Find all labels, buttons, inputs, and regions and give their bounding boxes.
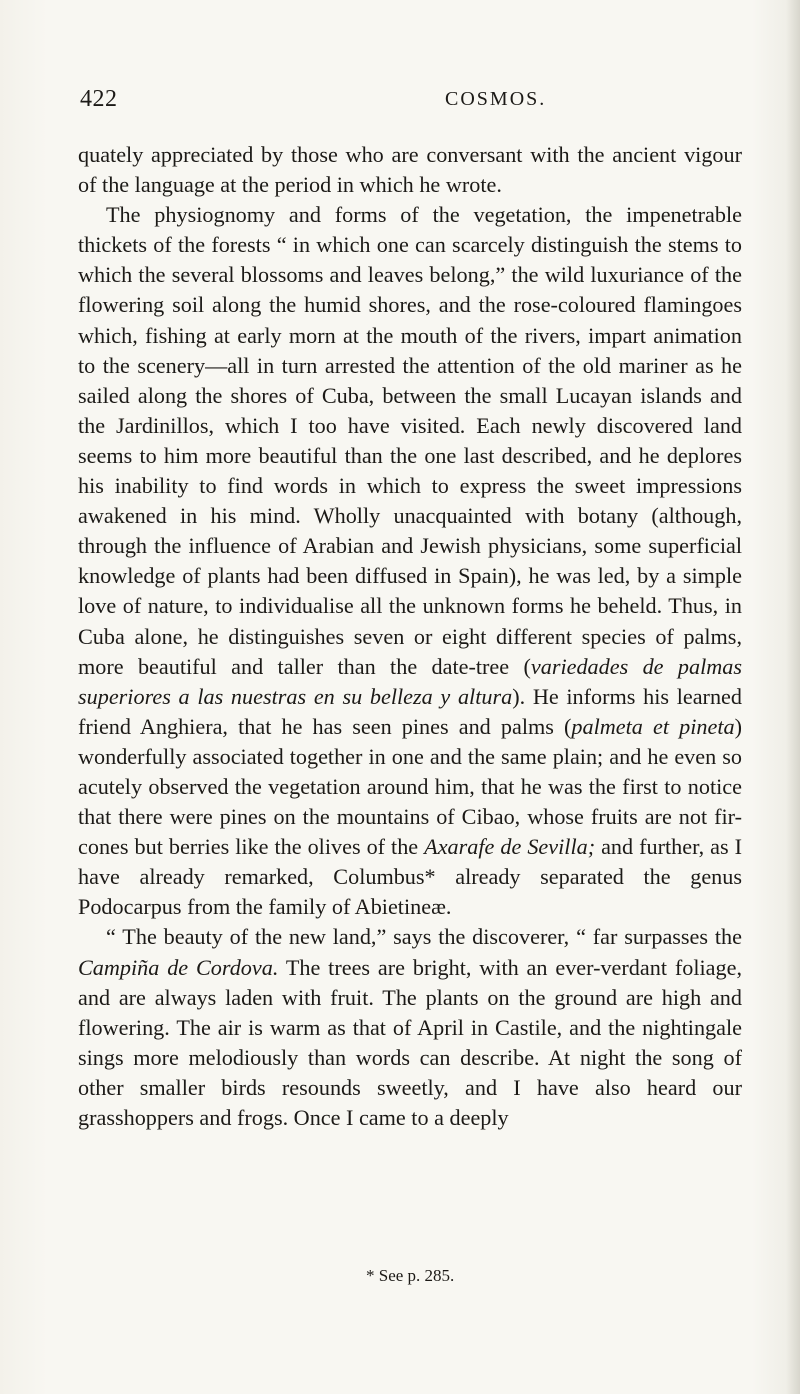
paragraph-3-text-a: “ The beauty of the new land,” says the discoverer, “ far surpasses the <box>106 924 742 950</box>
paragraph-1-text: quately appreciated by those who are conversant with the ancient vigour of the language at the period in which he wrote. <box>78 142 742 198</box>
body-text <box>78 140 742 1133</box>
paragraph-2 <box>78 200 742 922</box>
paragraph-1 <box>78 140 742 200</box>
footnote: * See p. 285. <box>366 1266 455 1285</box>
page-number: 422 <box>80 86 118 112</box>
paragraph-3 <box>78 922 742 1133</box>
paragraph-2-italic-spanish-quote: variedades de palmas superiores a las nuestras en su belleza y altura <box>78 653 742 709</box>
page-edge-shadow <box>786 0 800 1394</box>
paragraph-2-text-c: ) wonderfully associated together in one and the same plain; and he even so acutely observed the vegetation around him, that he was the first to notice that there were pines on the mountains of Cibao, whose fruits are not fir-cones but berries like the olives of the <box>78 713 743 860</box>
paragraph-2-italic-place-name: Axarafe de Sevilla; <box>424 834 596 860</box>
paragraph-2-text-a: The physiognomy and forms of the vegetation, the impenetrable thickets of the forests “ in which one can scarcely distinguish the stems to which the several blossoms and leaves belong,” the wild luxuriance of the flowering soil along the humid shores, and the rose-coloured flamingoes which, fishing at early morn at the mouth of the rivers, impart animation to the scenery—all in turn arrested the attention of the old mariner as he sailed along the shores of Cuba, between the small Lucayan islands and the Jardinillos, which I too have visited. Each newly discovered land seems to him more beautiful than the one last described, and he deplores his inability to find words in which to express the sweet impressions awakened in his mind. Wholly unacquainted with botany (although, through the influence of Arabian and Jewish physicians, some superficial knowledge of plants had been diffused in Spain), he was led, by a simple love of nature, to individualise all the unknown forms he beheld. Thus, in Cuba alone, he distinguishes seven or eight different species of palms, more beautiful and taller than the date-tree ( <box>78 202 742 679</box>
running-title: COSMOS. <box>445 88 547 110</box>
paragraph-3-italic-place-name: Campiña de Cordova. <box>78 954 279 980</box>
paragraph-2-text-b: ). He informs his learned friend Anghiera, that he has seen pines and palms ( <box>78 683 742 739</box>
paragraph-2-text-d: and further, as I have already remarked, Columbus* already separated the genus Podocarpus from the family of Abietineæ. <box>78 834 742 920</box>
page-header <box>80 86 740 116</box>
paragraph-3-text-b: The trees are bright, with an ever-verdant foliage, and are always laden with fruit. The plants on the ground are high and flowering. The air is warm as that of April in Castile, and the nightingale sings more melodiously than words can describe. At night the song of other smaller birds resounds sweetly, and I have also heard our grasshoppers and frogs. Once I came to a deeply <box>78 954 742 1130</box>
paragraph-2-italic-latin-phrase: palmeta et pineta <box>571 713 735 739</box>
